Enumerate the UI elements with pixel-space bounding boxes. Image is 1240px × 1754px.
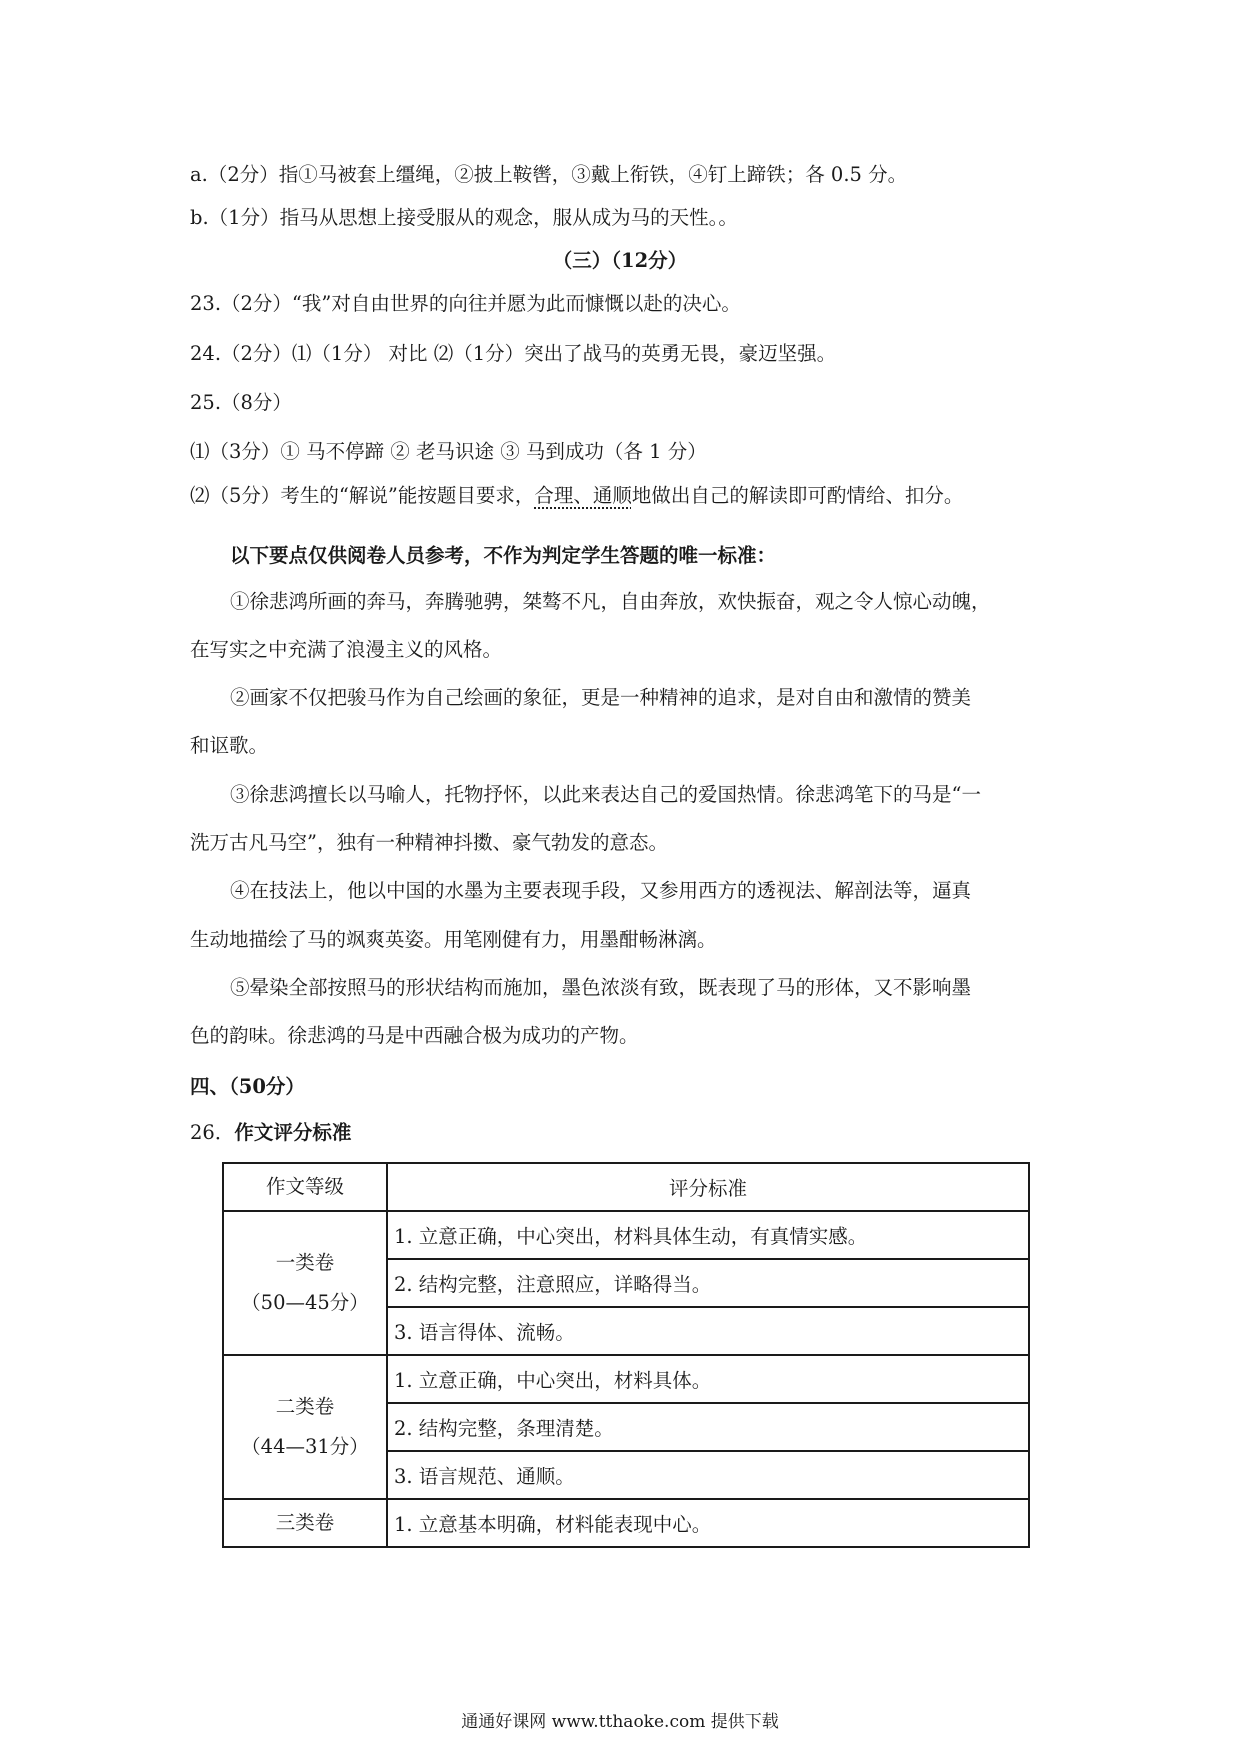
table-row <box>223 1499 1029 1547</box>
paragraph-line: 和讴歌。 <box>190 734 269 757</box>
answer-text: ⑵（5分）考生的“解说”能按题目要求， <box>190 484 535 507</box>
grading-table <box>222 1162 1030 1548</box>
paragraph-line: ②画家不仅把骏马作为自己绘画的象征，更是一种精神的追求，是对自由和激情的赞美 <box>230 686 972 709</box>
criteria-cell: 2. 结构完整，注意照应，详略得当。 <box>387 1259 1029 1307</box>
answer-line: 25.（8分） <box>190 391 292 414</box>
table-header-row <box>223 1163 1029 1211</box>
paragraph-line: ⑤晕染全部按照马的形状结构而施加，墨色浓淡有致，既表现了马的形体，又不影响墨 <box>230 976 972 999</box>
answer-line: 24.（2分）⑴（1分） 对比 ⑵（1分）突出了战马的英勇无畏，豪迈坚强。 <box>190 342 837 365</box>
grade-range: （44—31分） <box>241 1435 369 1458</box>
note-heading: 以下要点仅供阅卷人员参考，不作为判定学生答题的唯一标准： <box>230 544 777 567</box>
answer-text: 地做出自己的解读即可酌情给、扣分。 <box>631 484 964 507</box>
question-number: 26． <box>190 1121 235 1144</box>
criteria-cell: 2. 结构完整，条理清楚。 <box>387 1403 1029 1451</box>
grade-level-cell <box>223 1355 387 1499</box>
grade-range: （50—45分） <box>241 1291 369 1314</box>
page-footer: 通通好课网 www.tthaoke.com 提供下载 <box>461 1712 779 1732</box>
criteria-cell: 1. 立意正确，中心突出，材料具体生动，有真情实感。 <box>387 1211 1029 1259</box>
criteria-cell: 1. 立意正确，中心突出，材料具体。 <box>387 1355 1029 1403</box>
answer-line: ⑴（3分）① 马不停蹄 ② 老马识途 ③ 马到成功（各 1 分） <box>190 440 707 463</box>
paragraph-line: 在写实之中充满了浪漫主义的风格。 <box>190 638 503 661</box>
table-header: 评分标准 <box>387 1163 1029 1211</box>
paragraph-line: ①徐悲鸿所画的奔马，奔腾驰骋，桀骜不凡，自由奔放，欢快振奋，观之令人惊心动魄， <box>230 590 991 613</box>
criteria-cell: 3. 语言得体、流畅。 <box>387 1307 1029 1355</box>
paragraph-line: ③徐悲鸿擅长以马喻人，托物抒怀，以此来表达自己的爱国热情。徐悲鸿笔下的马是“一 <box>230 783 981 806</box>
criteria-cell: 1. 立意基本明确，材料能表现中心。 <box>387 1499 1029 1547</box>
emphasis-text: 合理、通顺 <box>534 484 632 507</box>
grade-level: 一类卷 <box>275 1251 335 1274</box>
grade-level: 二类卷 <box>275 1395 335 1418</box>
criteria-cell: 3. 语言规范、通顺。 <box>387 1451 1029 1499</box>
paragraph-line: ④在技法上，他以中国的水墨为主要表现手段，又参用西方的透视法、解剖法等，逼真 <box>230 879 972 902</box>
answer-line <box>190 481 1070 511</box>
paragraph-line: 洗万古凡马空”，独有一种精神抖擞、豪气勃发的意态。 <box>190 831 668 854</box>
answer-line: a.（2分）指①马被套上缰绳，②披上鞍辔，③戴上衔铁，④钉上蹄铁；各 0.5 分。 <box>190 163 908 186</box>
question-text: 作文评分标准 <box>234 1121 352 1144</box>
section-heading: 四、（50分） <box>190 1075 305 1098</box>
table-header: 作文等级 <box>223 1163 387 1211</box>
grade-level-cell <box>223 1211 387 1355</box>
question-title <box>190 1118 1070 1148</box>
table-row <box>223 1355 1029 1403</box>
answer-line: 23.（2分）“我”对自由世界的向往并愿为此而慷慨以赴的决心。 <box>190 292 741 315</box>
answer-line: b.（1分）指马从思想上接受服从的观念，服从成为马的天性。。 <box>190 206 738 229</box>
paragraph-line: 色的韵味。徐悲鸿的马是中西融合极为成功的产物。 <box>190 1024 639 1047</box>
section-heading: （三）（12分） <box>552 249 688 272</box>
table-row <box>223 1211 1029 1259</box>
grade-level-cell <box>223 1499 387 1547</box>
grade-level: 三类卷 <box>275 1511 335 1534</box>
paragraph-line: 生动地描绘了马的飒爽英姿。用笔刚健有力，用墨酣畅淋漓。 <box>190 928 717 951</box>
